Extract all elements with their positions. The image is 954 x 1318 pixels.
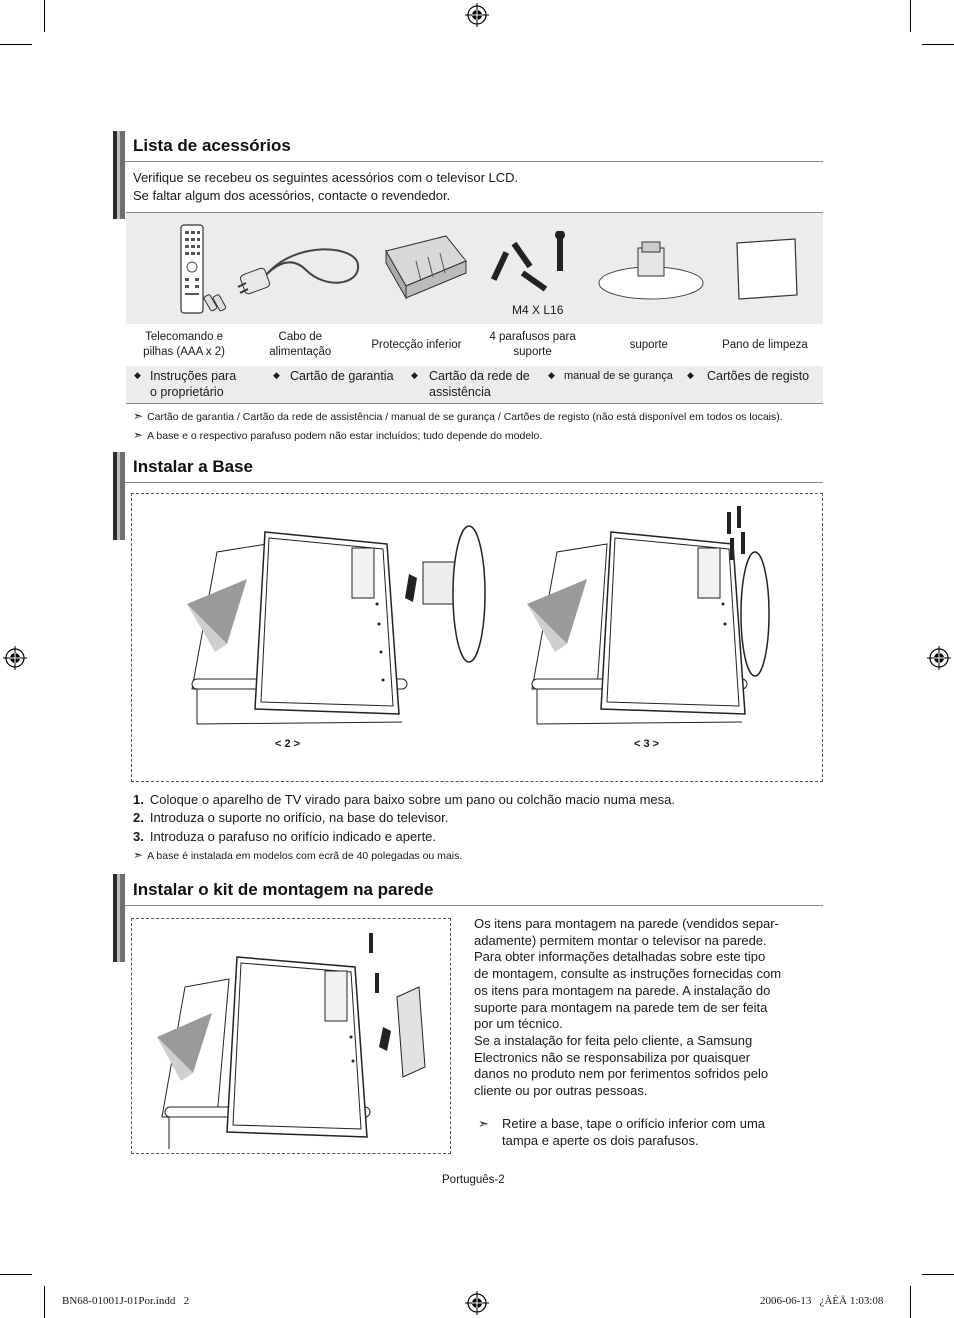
section-title: Lista de acessórios bbox=[133, 136, 291, 155]
bullet-icon: ◆ bbox=[134, 370, 141, 380]
bullet-icon: ◆ bbox=[273, 370, 280, 380]
figure-label: < 2 > bbox=[275, 738, 301, 750]
wall-mount-figure bbox=[157, 927, 447, 1152]
document-item: Cartão da rede de assistência bbox=[429, 369, 530, 399]
crop-mark bbox=[910, 0, 911, 32]
accessory-label: Protecção inferior bbox=[371, 338, 462, 351]
tv-screw-figure bbox=[527, 504, 787, 729]
page-number: Português-2 bbox=[442, 1174, 505, 1186]
accessories-section bbox=[113, 131, 823, 221]
accessory-images bbox=[126, 212, 823, 324]
section-bar bbox=[113, 452, 125, 540]
step-item: 3. Introduza o parafuso no orifício indicado e aperte. bbox=[133, 829, 437, 844]
bullet-icon: ◆ bbox=[548, 370, 555, 380]
section-bar bbox=[113, 131, 125, 219]
document-item: Cartões de registo bbox=[707, 369, 810, 383]
bottom-cover-icon bbox=[376, 231, 471, 301]
document-item: Instruções para o proprietário bbox=[150, 369, 237, 399]
section-title: Instalar a Base bbox=[133, 457, 254, 476]
registration-mark-icon bbox=[465, 3, 489, 27]
note: ➣ A base é instalada em modelos com ecrã de 40 polegadas ou mais. bbox=[133, 848, 463, 862]
section-bar bbox=[113, 874, 125, 962]
registration-mark-icon bbox=[927, 646, 951, 670]
crop-mark bbox=[922, 1274, 954, 1275]
document-item: Cartão de garantia bbox=[290, 369, 394, 383]
crop-mark bbox=[0, 44, 32, 45]
registration-mark-icon bbox=[465, 1291, 489, 1315]
wall-mount-paragraph: Os itens para montagem na parede (vendidos separ- adamente) permitem montar o televisor na parede. Para obter informações detalhadas sobre este tipo de montagem, consulte as instruções fornecidas com os itens para montagem na parede. A instalação do suporte para montagem na parede tem de ser feita por um técnico. Se a instalação for feita pelo cliente, a Samsung Electronics não se responsabiliza por quaisquer danos no produto nem por ferimentos sofridos pelo cliente ou por outras pessoas. bbox=[474, 916, 782, 1099]
wall-mount-note: ➣ Retire a base, tape o orifício inferior com uma tampa e aperte os dois parafusos. bbox=[478, 1116, 766, 1148]
registration-mark-icon bbox=[3, 646, 27, 670]
step-item: 1. Coloque o aparelho de TV virado para baixo sobre um pano ou colchão macio numa mesa. bbox=[133, 792, 675, 807]
accessory-label: Cabo de alimentação bbox=[269, 331, 332, 358]
crop-mark bbox=[0, 1274, 32, 1275]
accessory-label: suporte bbox=[629, 338, 668, 351]
section-rule bbox=[125, 905, 823, 906]
footer-file: BN68-01001J-01Por.indd 2 bbox=[62, 1295, 190, 1307]
section-rule bbox=[125, 161, 823, 162]
figure-label: < 3 > bbox=[634, 738, 660, 750]
note-arrow-icon: ➣ bbox=[133, 428, 144, 442]
note-arrow-icon: ➣ bbox=[133, 848, 144, 862]
documents-row bbox=[126, 366, 823, 404]
accessory-label: Pano de limpeza bbox=[722, 338, 808, 351]
section-title: Instalar o kit de montagem na parede bbox=[133, 880, 434, 899]
crop-mark bbox=[922, 44, 954, 45]
crop-mark bbox=[44, 0, 45, 32]
document-item: manual de se gurança bbox=[564, 370, 673, 382]
bullet-icon: ◆ bbox=[411, 370, 418, 380]
accessory-labels bbox=[126, 326, 823, 364]
screw-size-caption: M4 X L16 bbox=[512, 303, 564, 317]
cleaning-cloth-icon bbox=[731, 235, 803, 303]
intro-text: Verifique se recebeu os seguintes acessórios com o televisor LCD. Se faltar algum dos acessórios, contacte o revendedor. bbox=[133, 170, 519, 203]
section-rule bbox=[125, 482, 823, 483]
accessory-label: Telecomando e pilhas (AAA x 2) bbox=[143, 331, 225, 358]
note: ➣ Cartão de garantia / Cartão da rede de assistência / manual de se gurança / Cartões de registo (não está disponível em todos os locais). bbox=[133, 409, 783, 423]
note: ➣ A base e o respectivo parafuso podem não estar incluídos; tudo depende do modelo. bbox=[133, 428, 543, 442]
crop-mark bbox=[44, 1286, 45, 1318]
remote-control-icon bbox=[176, 223, 236, 317]
tv-stand-figure bbox=[187, 524, 487, 729]
stand-figure-box bbox=[131, 493, 823, 782]
stand-icon bbox=[596, 238, 706, 303]
accessory-label: 4 parafusos para suporte bbox=[489, 331, 576, 358]
power-cable-icon bbox=[236, 235, 366, 305]
note-arrow-icon: ➣ bbox=[478, 1116, 489, 1131]
screws-icon bbox=[491, 231, 581, 301]
step-item: 2. Introduza o suporte no orifício, na base do televisor. bbox=[133, 810, 449, 825]
bullet-icon: ◆ bbox=[687, 370, 694, 380]
crop-mark bbox=[910, 1286, 911, 1318]
footer-date: 2006-06-13 ¿ÀÈÄ 1:03:08 bbox=[760, 1295, 884, 1307]
note-arrow-icon: ➣ bbox=[133, 409, 144, 423]
wall-mount-figure-box bbox=[131, 918, 451, 1154]
